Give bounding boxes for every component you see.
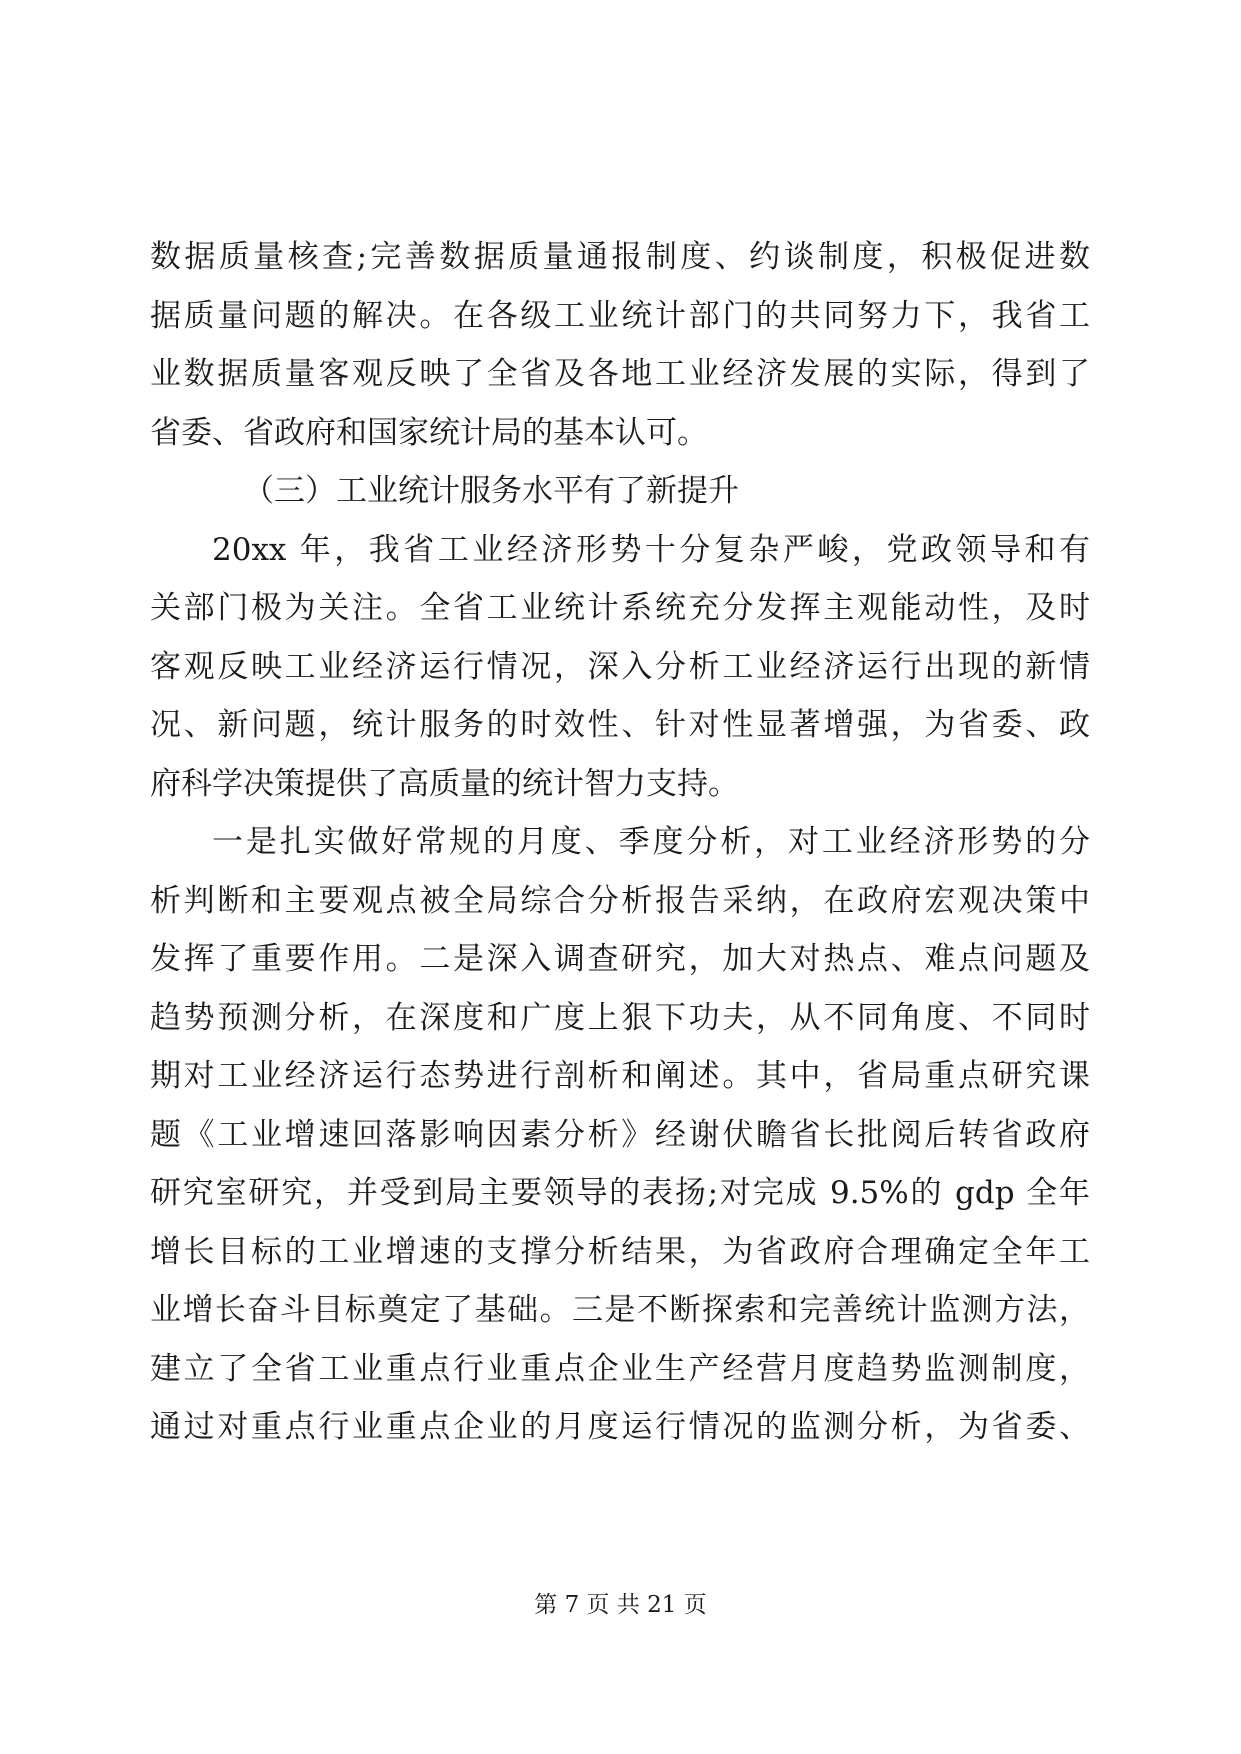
text-line: 数据质量核查;完善数据质量通报制度、约谈制度，积极促进数 (150, 239, 1090, 275)
text-line: 客观反映工业经济运行情况，深入分析工业经济运行出现的新情 (150, 648, 1090, 685)
section-heading: （三）工业统计服务水平有了新提升 (243, 473, 739, 509)
text-line: 增长目标的工业增速的支撑分析结果，为省政府合理确定全年工 (150, 1233, 1090, 1270)
text-line: 发挥了重要作用。二是深入调查研究，加大对热点、难点问题及 (150, 941, 1090, 977)
body-text (150, 228, 1090, 1457)
text-line: 析判断和主要观点被全局综合分析报告采纳，在政府宏观决策中 (150, 882, 1090, 919)
text-line: 府科学决策提供了高质量的统计智力支持。 (150, 765, 739, 802)
text-line: 省委、省政府和国家统计局的基本认可。 (150, 414, 708, 451)
text-line: 据质量问题的解决。在各级工业统计部门的共同努力下，我省工 (150, 297, 1090, 334)
text-line: 业数据质量客观反映了全省及各地工业经济发展的实际，得到了 (150, 356, 1090, 392)
text-line: 20xx 年，我省工业经济形势十分复杂严峻，党政领导和有 (212, 531, 1090, 568)
text-line: 关部门极为关注。全省工业统计系统充分发挥主观能动性，及时 (150, 590, 1090, 626)
text-line: 研究室研究，并受到局主要领导的表扬;对完成 9.5%的 gdp 全年 (150, 1175, 1090, 1211)
text-line: 况、新问题，统计服务的时效性、针对性显著增强，为省委、政 (150, 707, 1090, 743)
page-number-footer: 第 7 页 共 21 页 (534, 1592, 707, 1618)
text-line: 业增长奋斗目标奠定了基础。三是不断探索和完善统计监测方法， (150, 1292, 1090, 1328)
text-line: 建立了全省工业重点行业重点企业生产经营月度趋势监测制度， (150, 1350, 1090, 1387)
text-line: 趋势预测分析，在深度和广度上狠下功夫，从不同角度、不同时 (150, 999, 1090, 1036)
text-line: 题《工业增速回落影响因素分析》经谢伏瞻省长批阅后转省政府 (150, 1116, 1090, 1153)
text-line: 期对工业经济运行态势进行剖析和阐述。其中，省局重点研究课 (150, 1058, 1090, 1094)
text-line: 通过对重点行业重点企业的月度运行情况的监测分析，为省委、 (150, 1409, 1090, 1445)
text-line: 一是扎实做好常规的月度、季度分析，对工业经济形势的分 (212, 824, 1090, 860)
